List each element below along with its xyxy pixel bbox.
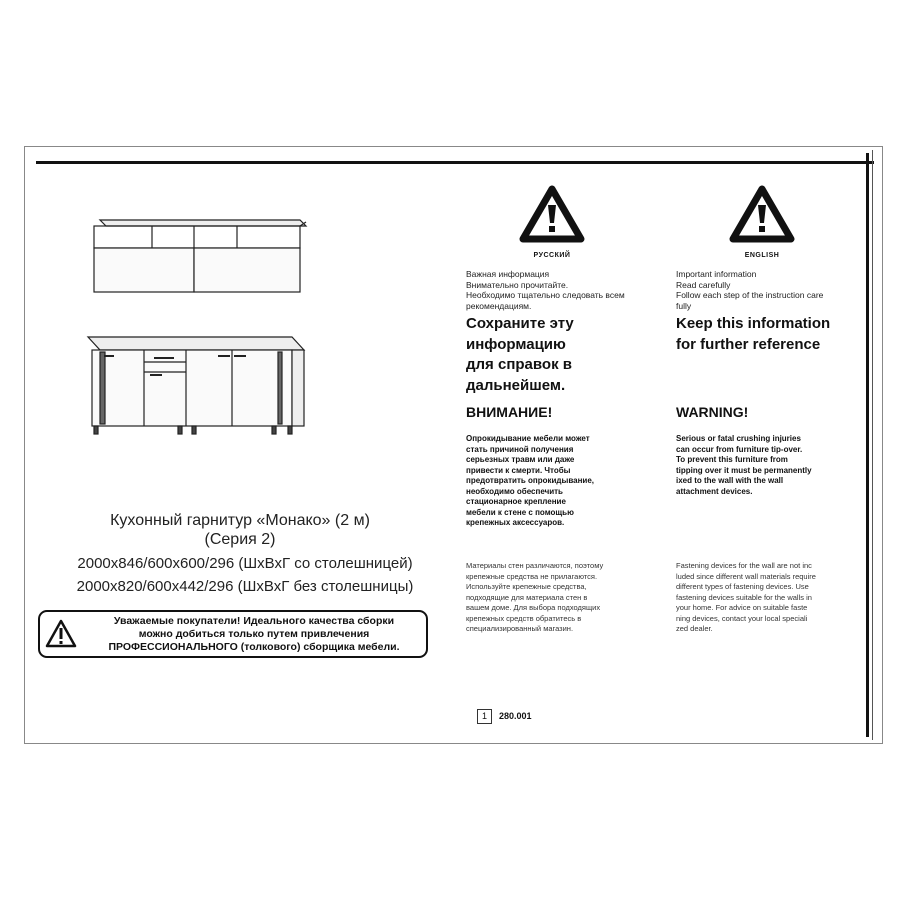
notice-line-2: можно добиться только путем привлечения [138, 628, 370, 640]
en-fastening-note: Fastening devices for the wall are not inc luded since different wall materials require different types of fastening devices. Use fastening devices suitable for the walls in your home. For advice on suitable faste ning devices, contact your local speciali zed dealer. [676, 561, 816, 633]
dimensions-without-top: 2000x820/600x442/296 (ШхВхГ без столешницы) [76, 578, 414, 595]
ru-fastening-note: Материалы стен различаются, поэтому крепежные средства не прилагаются. Используйте крепежные средства, подходящие для материала стен в вашем доме. Для выбора подходящих крепежных средств обратитесь в специализированный магазин. [466, 561, 604, 633]
warning-icon [45, 618, 77, 650]
right-rule-thin [872, 150, 873, 740]
ru-warning-title: ВНИМАНИЕ! [466, 404, 553, 420]
assembly-notice [38, 610, 428, 658]
dimensions-with-top: 2000x846/600x600/296 (ШхВхГ со столешницей) [77, 555, 413, 572]
en-important-info: Important information Read carefully Follow each step of the instruction care fully [676, 269, 824, 311]
product-series: (Серия 2) [204, 531, 276, 548]
product-title: Кухонный гарнитур «Монако» (2 м) [110, 512, 370, 529]
right-rule [866, 153, 869, 737]
lang-label-en: ENGLISH [744, 252, 780, 259]
top-rule [36, 161, 874, 164]
ru-warning-body: Опрокидывание мебели может стать причиной получения серьезных травм или даже привести к смерти. Чтобы предотвратить опрокидывание, необходимо обеспечить стационарное крепление мебели к стене с помощью крепежных аксессуаров. [466, 434, 595, 527]
notice-line-3: ПРОФЕССИОНАЛЬНОГО (толкового) сборщика мебели. [108, 641, 400, 653]
page-number: 1 [477, 709, 492, 724]
en-keep-info: Keep this information for further reference [676, 315, 831, 353]
lang-label-ru: РУССКИЙ [533, 252, 571, 259]
document-code: 280.001 [499, 711, 532, 721]
en-warning-title: WARNING! [676, 404, 749, 420]
en-warning-body: Serious or fatal crushing injuries can occur from furniture tip-over. To prevent this furniture from tipping over it must be permanently ixed to the wall with the wall attachment devices. [676, 434, 812, 496]
ru-keep-info: Сохраните эту информацию для справок в дальнейшем. [466, 315, 574, 394]
warning-icon [517, 183, 587, 247]
ru-important-info: Важная информация Внимательно прочитайте. Необходимо тщательно следовать всем рекомендациям. [466, 269, 625, 311]
kitchen-set-drawing [82, 212, 322, 452]
notice-line-1: Уважаемые покупатели! Идеального качества сборки [113, 615, 395, 627]
warning-icon [727, 183, 797, 247]
